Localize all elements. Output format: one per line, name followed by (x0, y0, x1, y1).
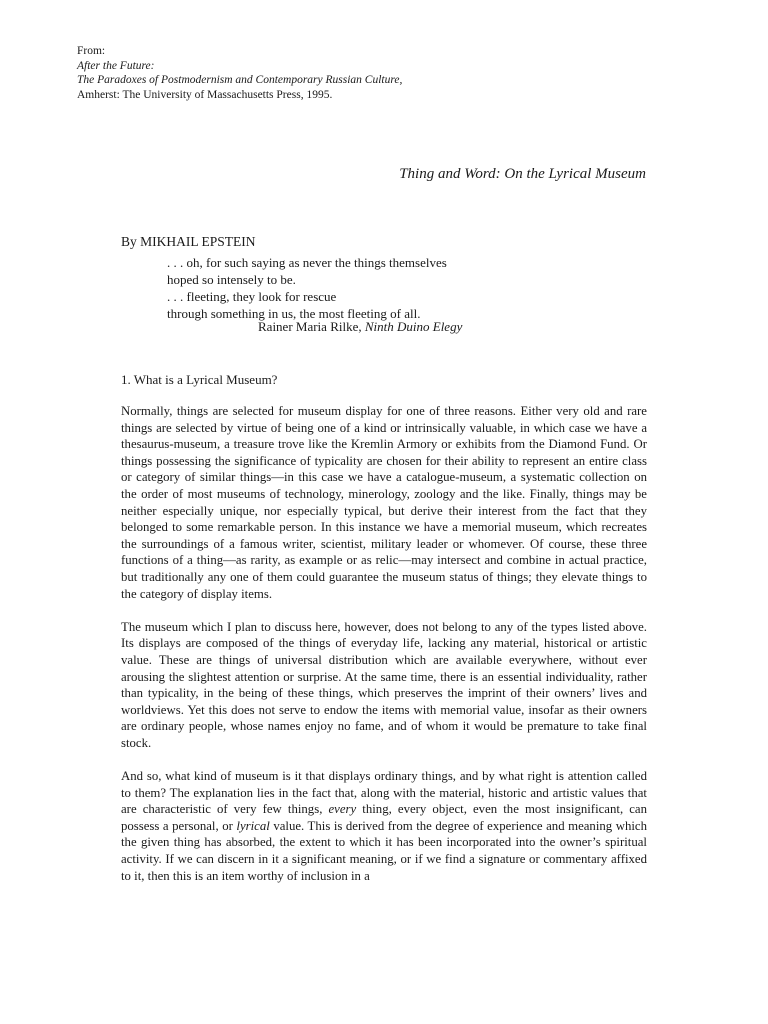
epigraph-work: Ninth Duino Elegy (364, 319, 463, 334)
epigraph-author: Rainer Maria Rilke, (258, 319, 365, 334)
paragraph: The museum which I plan to discuss here, however, does not belong to any of the types listed above. Its displays are composed of the things of everyday life, lacking any material, historical or artistic value. These are things of universal distribution which are available everywhere, without ever arousing the slightest attention or surprise. At the same time, there is an essential individuality, rather than typicality, in the being of these things, which preserves the imprint of their owners’ lives and worldviews. Yet this does not serve to endow the items with memorial value, insofar as their owners are ordinary people, whose names enjoy no fame, and of whom it would be premature to take final stock. (121, 619, 647, 750)
paragraph: Normally, things are selected for museum display for one of three reasons. Either very old and rare things are selected by virtue of being one of a kind or intrinsically valuable, in which case we have a thesaurus-museum, a treasure trove like the Kremlin Armory or exhibits from the Diamond Fund. Or things possessing the significance of typicality are chosen for their ability to represent an entire class or category of similar things—in this case we have a catalogue-museum, a systematic collection on the order of most museums of technology, minerology, zoology and the like. Finally, things may be neither especially unique, nor especially typical, but derive their interest from the fact that they belonged to some remarkable person. In this instance we have a memorial museum, which recreates the surroundings of a famous writer, scientist, military leader or whomever. Of course, these three functions of a thing—as rarity, as example or as relic—may intersect and combine in actual practice, but traditionally any one of them could guarantee the museum status of things; they elevate things to the category of display items. (121, 404, 647, 601)
source-label: From: (77, 45, 106, 57)
epigraph (167, 237, 447, 322)
epigraph-line: . . . oh, for such saying as never the things themselves (167, 255, 447, 270)
epigraph-attribution (258, 319, 462, 335)
paragraph (121, 768, 647, 884)
publisher-line: Amherst: The University of Massachusetts Press, 1995. (77, 88, 333, 101)
epigraph-spacer (167, 237, 447, 254)
epigraph-line: . . . fleeting, they look for rescue (167, 289, 337, 304)
emphasis-every: every (328, 802, 357, 817)
epigraph-line: through something in us, the most fleeting of all. (167, 306, 421, 321)
body-text (121, 403, 647, 901)
section-heading: 1. What is a Lyrical Museum? (121, 372, 278, 387)
author-byline: By MIKHAIL EPSTEIN (121, 234, 256, 249)
paragraph-text: And so, what kind of museum is it that displays ordinary things, and by what right is attention called to them? The explanation lies in the fact that, along with the material, historic and artistic values that are characteristic of very few things, (121, 769, 647, 817)
paragraph-text: value. This is derived from the degree of experience and meaning which the given thing has absorbed, the extent to which it has been incorporated into the owner’s spiritual activity. If we can discern in it a significant meaning, or if we find a signature or commentary affixed to it, then this is an item worthy of inclusion in a (121, 818, 647, 883)
book-title: After the Future: (77, 59, 155, 72)
article-title: Thing and Word: On the Lyrical Museum (399, 166, 646, 182)
book-subtitle: The Paradoxes of Postmodernism and Contemporary Russian Culture, (77, 74, 403, 86)
epigraph-line: hoped so intensely to be. (167, 272, 296, 287)
paragraph-text: thing, every object, even the most insignificant, can possess a personal, or (121, 802, 647, 833)
emphasis-lyrical: lyrical (236, 818, 270, 833)
source-citation (77, 44, 402, 102)
